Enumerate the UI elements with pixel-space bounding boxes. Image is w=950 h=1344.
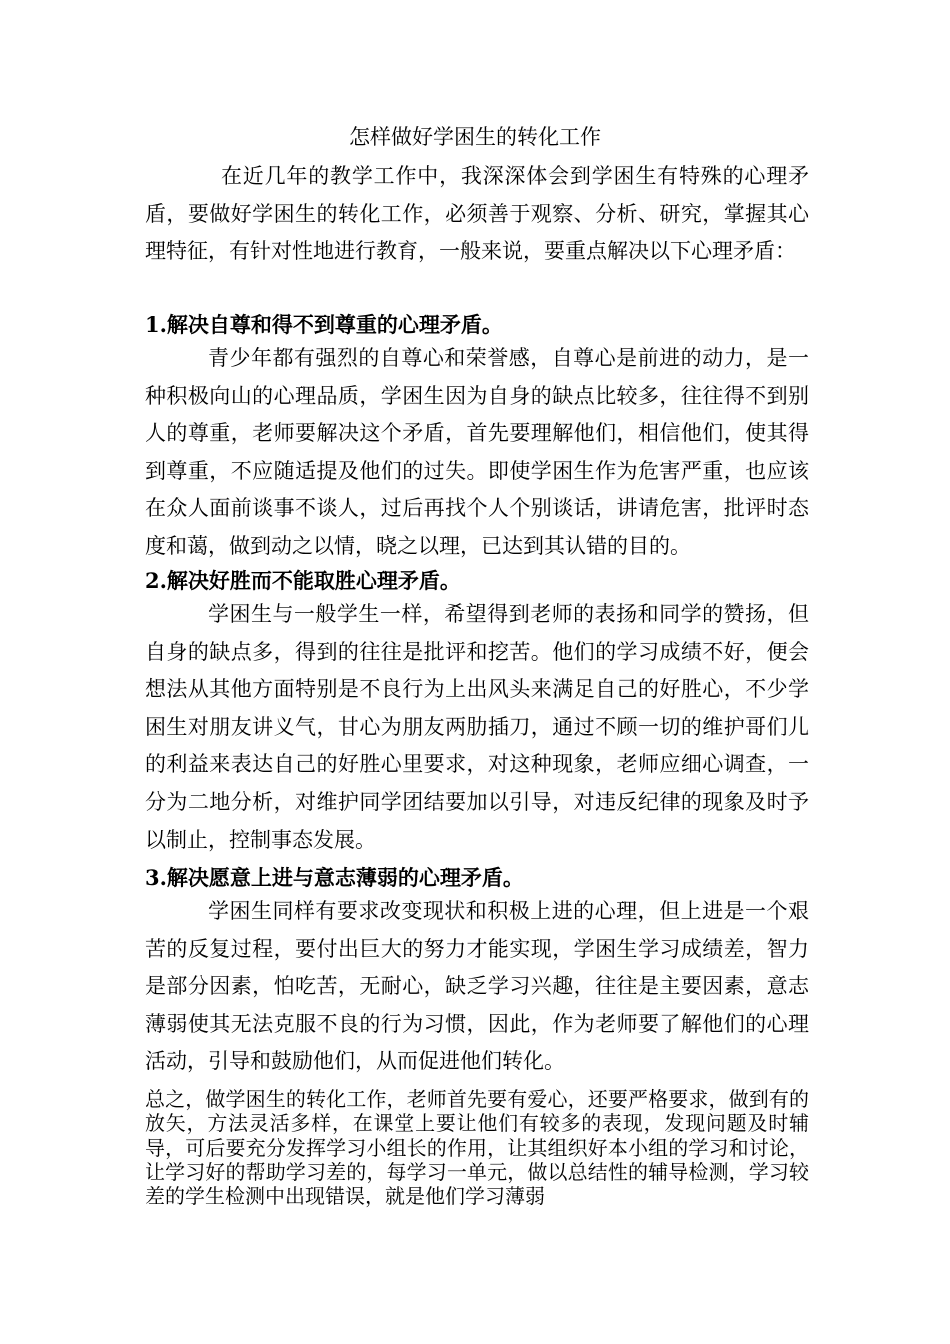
document-title: 怎样做好学困生的转化工作 [349, 125, 601, 149]
conclusion-paragraph: 总之，做学困生的转化工作，老师首先要有爱心，还要严格要求，做到有的放矢，方法灵活多样，在课堂上要让他们有较多的表现，发现问题及时辅导，可后要充分发挥学习小组长的作用，让其组织好本小组的学习和讨论，让学习好的帮助学习差的，每学习一单元，做以总结性的辅导检测，学习较差的学生检测中出现错误，就是他们学习薄弱 [145, 1087, 809, 1209]
section-heading-2: 2.解决好胜而不能取胜心理矛盾。 [145, 568, 461, 593]
intro-paragraph: 在近几年的教学工作中，我深深体会到学困生有特殊的心理矛盾，要做好学困生的转化工作，必须善于观察、分析、研究，掌握其心理特征，有针对性地进行教育，一般来说，要重点解决以下心理矛盾： [145, 164, 809, 264]
section-heading-3: 3.解决愿意上进与意志薄弱的心理矛盾。 [145, 865, 524, 890]
section-heading-1: 1.解决自尊和得不到尊重的心理矛盾。 [145, 312, 503, 337]
section-paragraph-3: 学困生同样有要求改变现状和积极上进的心理，但上进是一个艰苦的反复过程，要付出巨大的努力才能实现，学困生学习成绩差，智力是部分因素，怕吃苦，无耐心，缺乏学习兴趣，往往是主要因素，意志薄弱使其无法克服不良的行为习惯，因此，作为老师要了解他们的心理活动，引导和鼓励他们，从而促进他们转化。 [145, 899, 809, 1074]
section-body-1 [145, 340, 809, 566]
section-paragraph-1: 青少年都有强烈的自尊心和荣誉感，自尊心是前进的动力，是一种积极向山的心理品质，学困生因为自身的缺点比较多，往往得不到别人的尊重，老师要解决这个矛盾，首先要理解他们，相信他们，使其得到尊重，不应随适提及他们的过失。即使学困生作为危害严重，也应该在众人面前谈事不谈人，过后再找个人个别谈话，讲请危害，批评时态度和蔼，做到动之以情，晓之以理，已达到其认错的目的。 [145, 346, 809, 558]
intro-block [145, 158, 809, 271]
section-body-3 [145, 893, 809, 1081]
section-paragraph-2: 学困生与一般学生一样，希望得到老师的表扬和同学的赞扬，但自身的缺点多，得到的往往是批评和挖苦。他们的学习成绩不好，便会想法从其他方面特别是不良行为上出风头来满足自己的好胜心，不少学困生对朋友讲义气，甘心为朋友两肋插刀，通过不顾一切的维护哥们儿的利益来表达自己的好胜心里要求，对这种现象，老师应细心调查，一分为二地分析，对维护同学团结要加以引导，对违反纪律的现象及时予以制止，控制事态发展。 [145, 602, 809, 852]
section-body-2 [145, 596, 809, 859]
